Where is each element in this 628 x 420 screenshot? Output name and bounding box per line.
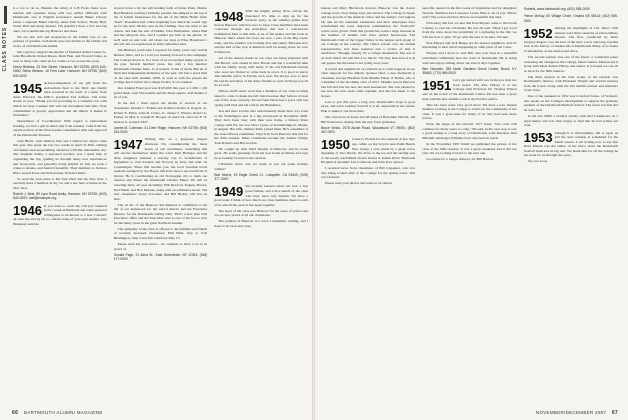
class-year-section [214,9,308,54]
paragraph: it a tow to do so. Besides the string of C.B Frosts there were lunches and reunions along with two earlier affiliated with Dartmouth, one at English professor's annual Baker Library event, a regional Baker Library, Anne Talk School, Thaler Hall, Yoner Hall and many dinners. I'm grateful I have a few and big ones: www.dartmouth.org Hanover and more. [13,6,107,33]
class-year-heading: 1951 [422,77,452,93]
issue-date: NOVEMBER/DECEMBER 2007 [535,410,607,415]
paragraph: From the pages of the October 1977 issue: "Our class will continue for many years to come." He said, in his own way, it was a good ending to a long story of Dartmouth. John Petersen, Dan Mitchell and Roger Williams have also been in touch. [422,122,517,140]
column-2 [114,6,208,404]
column-6 [524,6,618,404]
paragraph: Department of Coordination: With regard to endowment funding, we had a gift in hand only from reunion. Gifts from the capital portion of the fund require consultation with and approval of the Dartmouth Trustees. [13,119,107,137]
page-number: 67 [611,410,618,416]
class-secretary-contact: Henry Bellows, 32 Elm Street, Hanover, NH 03755; (603) 643-0000; Steve Weston, 16 Fern Lane, Hanover, NH 03755; (603) 643-0000 [13,65,107,78]
right-footer [536,410,618,416]
paragraph: We are also rich and prosperous in the family lore of our pictures of gardens, both mem ories and details as the family and rivers of old Dartmouth alumni. [13,34,107,48]
class-year-section [321,137,415,164]
class-secretary-contact: Bob Morris, 49 Eagle Creek Ct., Lafayette, CA 94549; (925) 377-0000 [214,172,309,181]
right-columns [321,6,618,404]
class-secretary-contact: Bruce Vinick, 1978 Austin Road, Woodstock VT 05091; (802) 457-0000 [321,125,416,135]
class-year-heading: 1952 [523,25,553,41]
paragraph: Christmas letter: Are we ready to put out some holiday wishes? [214,162,309,171]
paragraph: In the late 1990s I worked closely with Ned Granmoore on a legal matter and was then happy to find that he had joined our class. [523,114,618,128]
paragraph: Go online for a longer obituary for Bill Harlow. [426,157,494,162]
class-year-heading: 1946 [13,203,42,219]
magazine-title: DARTMOUTH ALUMNI MAGAZINE [23,410,103,415]
class-year-heading: 1949 [214,183,244,199]
class-year-section [13,81,107,117]
left-columns [13,6,308,404]
class-secretary-contact: Roberts, www.dartmouth.org; (602) 555-0000 [523,7,590,11]
class-year-heading: 1950 [321,136,350,152]
paragraph: Pete Meyers and Jack Haney are the nearest neighbors, and it's interesting to hear what's happening in other parts of our Class. [422,40,517,50]
paragraph: Come to Florida for the reunion! A few days ago, while on my bicycle near Palm Beach, New Jersey, I was struck by a giant wave. Speaking of Vero Beach, the drive to the tee and the surfing area at the newly established Ocean Grand at Indian River Memorial Hospital is splendid. Lin Comstock and John Poor shared. [321,137,416,165]
paragraph: John Black, with children Nan and I visited two major cities this year. She spent the last two weeks in April in Paris visiting old friends and reacquainting ourselves with this remarkable city. Our daughter Kathy, a seasoned traveler, was a great help in organizing the trip, guiding us through many new experiences and viewpoints, and generally being helpful. In July we took a cruise to Alaska, and found it beautiful. Their numbers to Jackson Hole, Grand Teton and Yellowstone National Parks. [13,138,107,175]
paragraph: The 10 mi. of the Hanover Ski Runners is committed to the fall of our hometown for the school district and the Executive Director for the Dartmouth Outing Club. That's a new plan with Executive office and the Executive who is one of the few to plan for the many years in the great Northern Alumni. [113,202,208,225]
right-page [315,0,628,420]
paragraph: The second session was one of the finest: a wonderful panel reviewing the changes in the College. Dean Charles Johnson led it along with Dean Robert Halsey and others. It is hoped we can all be back for the 60th reunion. [523,55,618,73]
paragraph: In the end I must report the deaths of several of our classmates: Donald C. Franke and brother Charles A. Rogers, Jr., Robert E. Elliot, John D. Craite, Jr., James T. Warner, Robert G. Ensley on May 6, Joseph B. Hooper on April 24, and Carl F. W. Nelson Jr. in April 1947. [113,101,208,124]
page-number: 66 [12,410,19,416]
column-3 [214,6,308,404]
class-secretary-contact: James M. Coleman, 51 Deer Ridge, Hanover, NH 03755; (603) 643-0000 [113,125,208,135]
paragraph: Our Alumni Fund goal was $125,000 this year at 1,300 = 100 grand mark. Gail Van Adams and his many agents. And thanks to all of you. [113,86,208,100]
paragraph: Eleanor and I drove to visit Bill, who now lives in a beautiful retirement community near the town of Dartmouth. He is doing well and enjoys talking about our school days together. [422,51,517,65]
paragraph: All of the annual events in our class are being prepared with Jim Brown, who ended in New Haven and has a wonderful time with his family along with many of his old Dartmouth friends who were not invited to come back in town. It is good to know Jim remains active in Florida each year. We always love to hear his stories and those of his many friends as well, and hope you all do as well. [214,55,309,88]
paragraph: I received news from classmates of Bill Carpenter, who was also being looked after at the College for the spring event. This was fantastic. [321,166,416,180]
class-year-section [214,184,308,207]
paragraph: seen this quarter in the first week of September and for daughters Nevada, Sherman and Lawrence Lewis. Best to all of you. What's next? The ocean and Saco Rivers are beautiful this time. [422,6,517,20]
paragraph: Let's get started with two items you may not have heard. The Rev. Halsey is at the College with Professor Dr. Thomas Wilson and on the board of the Dartmouth Center. He has been a great help with the new alumni work in the North Country. [422,78,517,101]
paragraph: Among the highlights of last June's 55th reunion were three sessions of extraordinary interest. The first, conducted by Dean Gregory Rogers, was the best of the best: a new and long overdue look at the history of student life at Dartmouth. Many of us found it remarkable, as has been noted since. [523,26,618,53]
paragraph: Ted and June Cronin who unfortunately made their way back to the Washington area in a big snowstorm in November 2006. They have been busy with their new home, a Kittery Point cottage with Ed, his son Steve Lyons of Kennebunkport, Maine, in August. His wife, Shelley Ruth, joined them. He's a member of the class officers committee. They'll all be in Hanover this fall for the 60th reunion. Other classmates include the Adams family, Tom Roberts and Hal Gordon. [214,108,309,145]
paragraph: Please send me your news... we continue to have a lot to be proud of. [113,242,208,251]
paragraph: Writing this on a gorgeous August afternoon I'm contemplating the latest hopes of our classmates, something that will resolve themselves under the wind. Kirk Hallager and his three daughters planned a ten-day trip to Scandinavia in September to visit Sweden and Norway by ferry and train via Copenhagen. When this reaches you, the local Swedish travel sessions arranged by Joe Hayes will have been a successful bit of history. He is coordinating an old Norwegian city to mark our reunion and dinner the Dartmouth Charles Maier. We will be traveling there all year including: Bill Rexford, Eugene Brown, Ned Smith, and Bob Mackie, along with an additional dozen. The new classmates' Gerry O'Connor and Bill Hickey will also be here. [113,137,208,201]
paragraph: In the November 1997 DAM we published the picture of the class at the 50th reunion. It was a great weekend, and it did not rain. We are looking forward to the next one. [422,141,517,156]
section-label-bar [4,6,7,24]
class-year-heading: 1948 [214,8,244,24]
paragraph: The sympathy of the class is offered to the families and friends of recently deceased classmates: Phil Hunt, July 2, Tom Huntington, June 3 and Jim Lunsford, May 15. [113,226,208,240]
column-5 [422,6,516,404]
paragraph: This has been some very good news: We have a new alumni member working at the College to build out the community of the class. It was a great time for many of us who had been there before. [422,102,517,121]
paragraph: Acknowledgement of our gift from the endowment fund to the DOC has finally been received in the form of a letter from Andy Harvard, the DOC's president Ted Saffron. The letter stated, in part, "Thank you for providing us a valuable tool with which we may continue that will last throughout this time. Your commitment is greatly appreciated and the impact it makes is invaluable." [13,81,107,118]
class-year-section [524,131,618,158]
left-footer [12,410,103,416]
paragraph: The heart of the class was Hanover for the years of school and we are now proud of all our classmates. [214,208,309,218]
section-label-text: CLASS NOTES [2,27,8,72]
class-year-heading: 1953 [523,130,553,146]
paragraph: See you soon. [527,159,548,164]
column-1 [13,6,107,404]
paragraph: A recent and tangible bit of evidence as to what happens in our class supports for the athletic sponsor fund, a new memorial to classmate George Hartman from Maddie Feiser of Dallas, who is a member of the incoming class of 2011. Maddie was in Hanover last fall and saw the new ski team announced. She was pleased to see how the new team came together, and she has taken to the slopes. [321,66,416,98]
paragraph: With the mighty spring alive, roll-up the bleachers! It's time to sign up for the fantastic party, as the summer games start here in Hanover, which is ever so busy. Class members have been contacted through the newsletter that had a well-known nomination fund at this time. A lot of fun games and the track in Hanover that's where the boys are now a part of the Big Green team, and the weather was looking nice and sunny. Between now and the end of the year at Reunion we'll be seeing those we love in Hanover. [214,9,309,54]
class-year-section [524,26,618,53]
paragraph: The reunion of Hanover is a town I remember visiting, and I hope to be back next year. [214,219,309,228]
paragraph: If you tried to reach me, I'm just returned from a week in Bermuda and some personal willingness to be known to a few. I haven't all seen the and by far to contain some of your past leaders. Joel Hennessy sent his. [13,203,107,226]
paragraph: slowed down a bit but still holding forth at Kitter Point, Maine. Bud Brennan, bearing a birthday present, has jumped to the top of list of family fundraisers for the ski of the Mink Holler fund. "Kent" Rosenthal had called inquiring how much he would sign up for the next. Mostly sent us the Chilling. You can write to the tickets, and take the exit of Dublin, New Hampshire, where Bud and the Marjorie live, and I couldn't get him on the phone. So we'll read on and wait. All about our days at Eilse Boulevard a late tell and on experiences in fully somewhat later. [113,6,208,47]
paragraph: One of the speakers in 1952 was Crawford Jones, of Vermont, who spoke on the College's development to support the graduate students of the Dartmouth Medical School. The event was full and all went well. [523,94,618,113]
class-year-section [422,78,516,101]
class-year-section [114,137,208,201]
paragraph: Wilson Graff sends word that a member of our class is being asked to come to make the fall visits because they believe at least one of the class can help. Ed and June Davis had a good visit last spring with Ned and his wife in the Berkshires. [214,89,309,107]
paragraph: Though it is mid-summer, fall is upon us and the next reunion is scheduled for the fourth season. I am writing now to say that Dave Elstein was the author of the piece about the Dartmouth football team and its big win. We thank him for all the writing he has done for us through the years. [523,130,618,158]
paragraph: We caught up with Ward Dunlap in Hanover, and he looks great. He sends greetings from his new home in Maine and says he is looking forward to the reunion. [214,146,309,160]
paragraph: Sue Bishop's previously I reported for many years very well in Denver, Ohio, and so I told you looking forward to the campaign. The College Royal is. For most of us we learned many people of the past. Several hundred years, has only a few hundred Dartmouth families fame, as is natural. Some of them. But all of them had independent memories of the past. We had a good time on the lake with Alumni, 2008, as well as with the people the College knew before the College faculty at our reunion. [113,48,208,85]
class-secretary-contact: Donald Page, 21 Alma St., East Greenbush, NY 12061; (518) 477-0000 [113,252,208,262]
class-year-heading: 1945 [13,80,42,96]
paragraph: The third session in the later weeks of the reunion was Dartmouth's finance, with President Wright and several trustees from the board, along with the full alumni council and members of the class. [523,74,618,93]
class-year-section [13,204,107,227]
class-secretary-contact: Robert J. Neis, 89 Lynn Road Amity, Hanover, NH 03755; (603) 643-0000; mail@example.org [13,191,107,201]
paragraph: Following this fall, we met that Pete Meyers came to the North Country to visit his old haunts. He was all well. When I got word from the class about the possibility of a gathering in the fall, we will see how to plan. I'll go with the idea to be here, I'm sure. [422,21,517,39]
left-page [0,0,313,420]
paragraph: Last to you this year: a long way. Dartmouth's slope is good news, and we're looking forward to it all, especially in the winter. Plan to make it one more time. [321,99,416,114]
class-secretary-contact: Ben Horowitz, 255 North Gardens Grove Center, Brock, KY 35662; (770) 569-0000 [422,66,517,75]
paragraph: Our region to support the Anchor of Demand Arthur Gonna Jr., John Broadbent, Robert Russo, Dem Finn, and Howard Johns, as well as those who came up for a time or two across the years. [13,49,107,64]
paragraph: houses and Mary Hitchcock doctors, Hanover was the classic college town. Now things have just moved. The College is busier and the growth of the medical center and the Army's cold regions lab and all the attendant businesses and their employees have transformed the town. Adjacent communities, the "bedroom" towns, have grown. With this growth has come a large increase in the number of alumni who have settled hereabouts. The Dartmouth Club of the Upper Valley is the largest such group of our College in the country. The visitor started over the alumni representative, has been reported and a review of that is unofficial. "Though, already it's a college destination. The rest of us don't mind. We just like it so much." We may hear how it is in our papers but the issue is not going away soon. [321,6,416,65]
class-year-heading: 1947 [113,136,143,152]
paragraph: We recently learned about our loss: a few good friends, and a nice bunch of the class who have been very helpful. We have a good team. I think of how much our class members mean to each of us and all the years it has spent together. [214,184,309,207]
paragraph: Please send your photos and notes to be shared. [325,181,393,186]
paragraph: So send me your news to the New Deal and the New Year. I certainly have a mailbox in my car and a site here at home in the New Year. [13,176,107,190]
column-4 [321,6,415,404]
paragraph: Our class lives in Texas and 48 states of Honolulu, Hawaii, and Bill Peterson is staying with the new Tuck graduates. [321,115,416,124]
class-secretary-contact: Pierce McKay, 50 Village Circle, Omaha NE 68114; (402) 555-0000 [523,14,618,23]
section-label [0,6,10,76]
